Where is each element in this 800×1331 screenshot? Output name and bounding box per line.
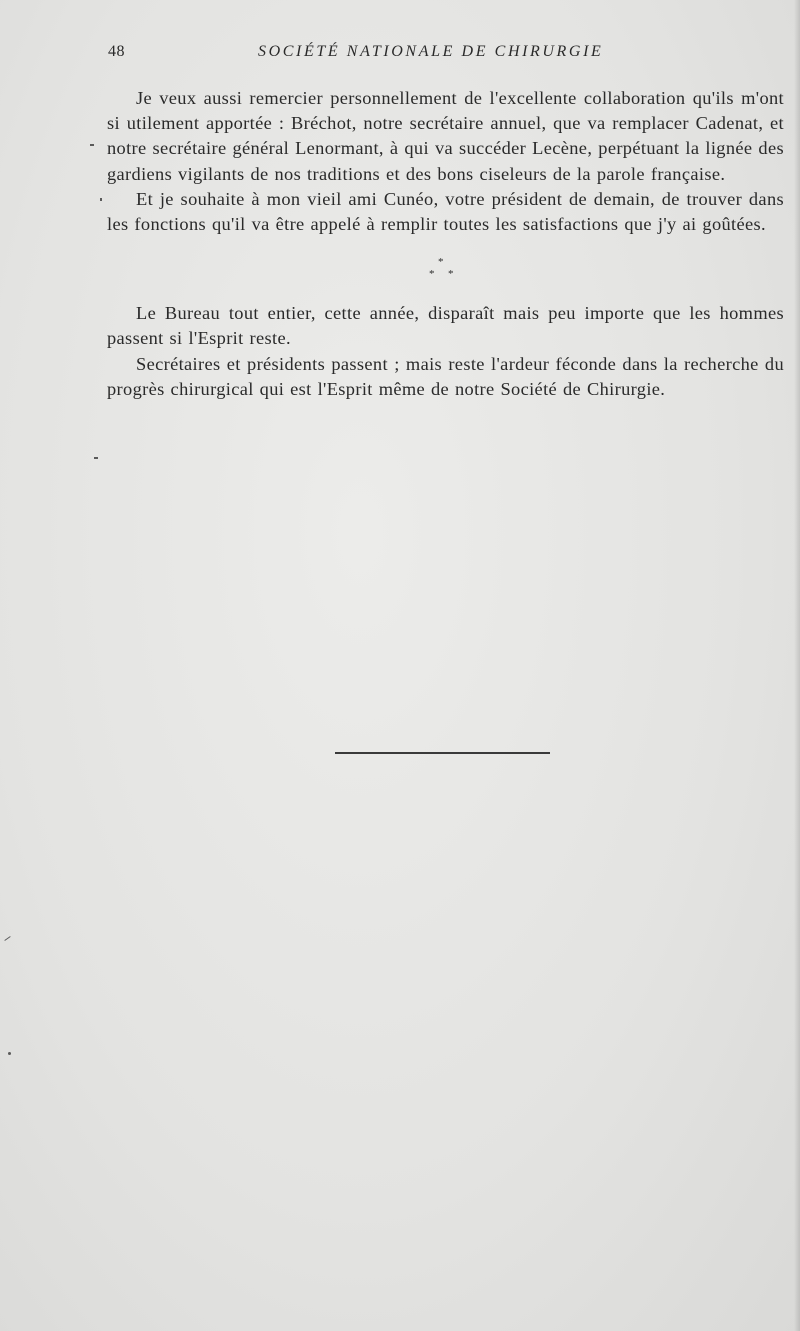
asterism-star-top: * <box>438 256 444 269</box>
paragraph-wishes: Et je souhaite à mon vieil ami Cunéo, votre président de demain, de trouver dans les fonctions qu'il va être appelé à remplir toutes les satisfactions que j'y ai goûtées. <box>107 188 784 235</box>
asterism-star-left: * <box>429 268 435 281</box>
scan-speck <box>100 198 102 201</box>
asterism-star-right: * <box>448 268 454 281</box>
scan-speck <box>4 936 10 941</box>
page-edge-shadow <box>794 0 800 1331</box>
page-header <box>108 43 784 69</box>
paragraph-acknowledgements: Je veux aussi remercier personnellement de l'excellente collaboration qu'ils m'ont si utilement apportée : Bréchot, notre secrétaire annuel, que va remplacer Cadenat, et notre secrétaire général Lenormant, à qui va succéder Lecène, perpétuant la lignée des gardiens vigilants de nos traditions et des bons ciseleurs de la parole française. <box>107 88 784 184</box>
body-text <box>107 86 784 402</box>
asterism-divider <box>107 237 784 301</box>
scan-speck <box>90 144 94 146</box>
paragraph-bureau: Le Bureau tout entier, cette année, disparaît mais peu importe que les hommes passent si l'Esprit reste. <box>107 303 784 349</box>
end-rule <box>335 752 550 754</box>
running-head: SOCIÉTÉ NATIONALE DE CHIRURGIE <box>258 43 604 60</box>
page-number: 48 <box>108 43 125 60</box>
scan-speck <box>8 1052 11 1055</box>
paragraph-closing: Secrétaires et présidents passent ; mais reste l'ardeur féconde dans la recherche du progrès chirurgical qui est l'Esprit même de notre Société de Chirurgie. <box>107 353 784 399</box>
scan-speck <box>94 457 98 459</box>
